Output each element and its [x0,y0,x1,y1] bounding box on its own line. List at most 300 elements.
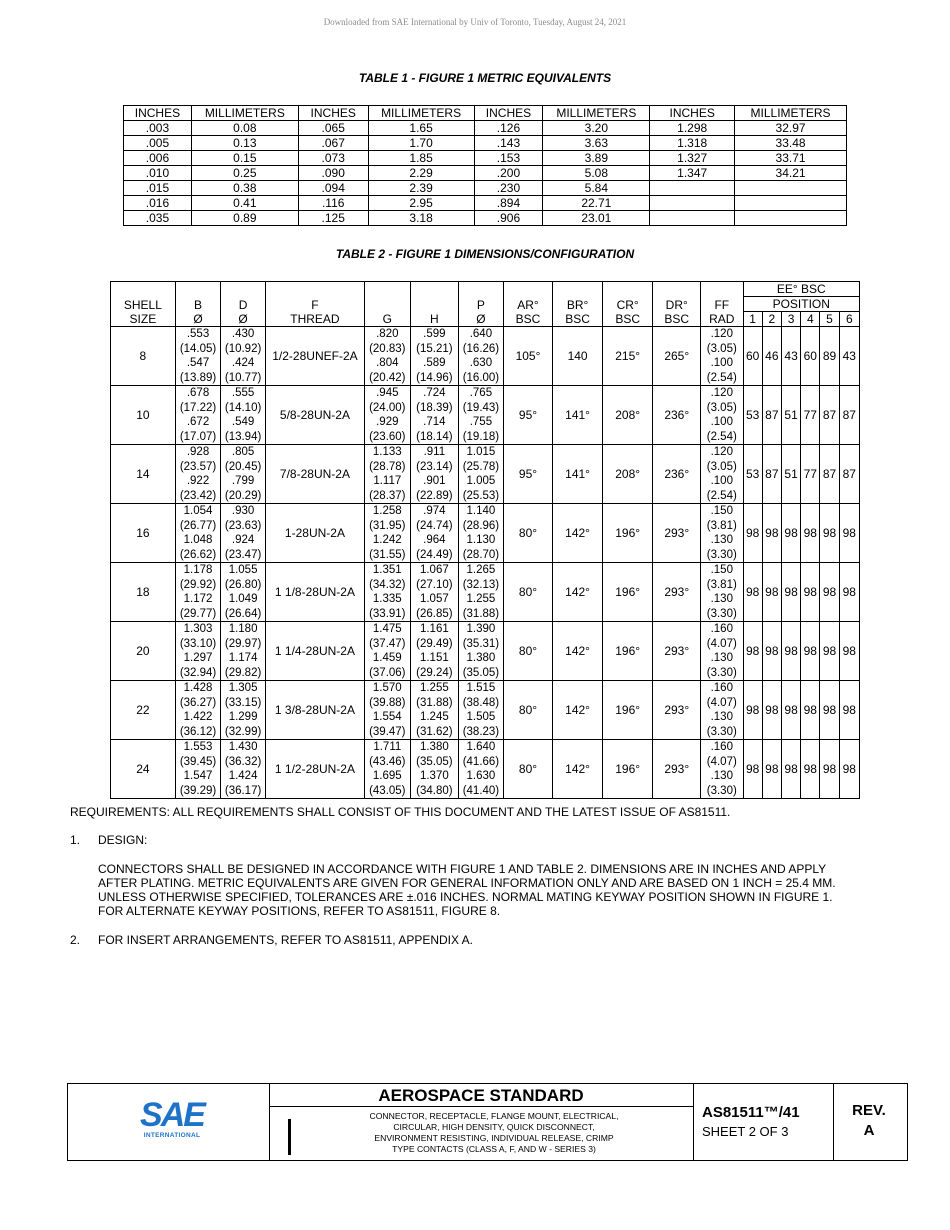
ff-value: .150 [710,564,733,576]
cr-bsc-cell: 196° [602,504,653,563]
h-value: (24.74) [416,519,453,532]
dr-bsc-cell: 293° [653,563,701,622]
h-cell [410,622,459,681]
design-line: UNLESS OTHERWISE SPECIFIED, TOLERANCES ARE ±.016 INCHES. NORMAL MATING KEYWAY POSITION SHOWN IN FIGURE 1. [98,890,833,904]
f-thread-cell: 1 1/2-28UN-2A [265,740,364,799]
table2-dimensions [110,281,860,799]
download-watermark: Downloaded from SAE International by Univ of Toronto, Tuesday, August 24, 2021 [323,17,627,27]
h-value: (27.10) [416,578,453,591]
ff-value: (4.07) [706,637,737,650]
g-value: 1.475 [372,623,402,635]
header-ar-bsc-line: AR° [517,298,539,312]
d-dia-cell [221,504,266,563]
p-value: 1.005 [466,475,496,487]
ar-bsc-cell: 105° [503,327,553,386]
d-value: 1.299 [228,711,258,723]
table1-cell [650,181,735,196]
table1-cell: 5.08 [543,166,650,181]
table1-cell [650,196,735,211]
ff-value: (3.30) [706,784,737,797]
design-line: FOR ALTERNATE KEYWAY POSITIONS, REFER TO AS81511, FIGURE 8. [98,904,501,918]
h-cell [410,563,459,622]
g-value: (37.47) [369,637,406,650]
ee-position-cell: 98 [801,504,820,563]
b-value: 1.172 [183,593,213,605]
header-d-dia-line: D [238,298,248,312]
g-value: (39.88) [369,696,406,709]
header-position-number: 4 [801,312,820,327]
d-value: .805 [231,446,255,458]
table1-header-cell: INCHES [650,106,735,121]
h-value: (26.85) [416,607,453,620]
d-value: 1.424 [228,770,258,782]
header-f-thread-line: F [311,298,319,312]
d-value: 1.049 [228,593,258,605]
table1-cell: 1.327 [650,151,735,166]
b-value: 1.303 [183,623,213,635]
f-thread-cell: 1/2-28UNEF-2A [265,327,364,386]
g-value: (34.32) [369,578,406,591]
g-cell [365,504,411,563]
ar-bsc-cell: 80° [503,622,553,681]
requirements-statement: REQUIREMENTS: ALL REQUIREMENTS SHALL CONSIST OF THIS DOCUMENT AND THE LATEST ISSUE OF AS81511. [70,805,731,819]
sheet-number: SHEET 2 OF 3 [702,1124,789,1139]
d-value: .430 [231,328,255,340]
g-cell [365,622,411,681]
header-p-dia-line: P [476,298,485,312]
p-cell [459,445,504,504]
table1-cell: .016 [124,196,192,211]
p-value: .755 [469,416,493,428]
b-value: 1.422 [183,711,213,723]
table1-cell: .116 [298,196,368,211]
h-cell [410,740,459,799]
table1-cell: 23.01 [543,211,650,226]
header-d-dia [221,282,266,327]
g-value: .820 [376,328,399,340]
d-value: .799 [231,475,255,487]
p-cell [459,681,504,740]
header-dr-bsc-line: BSC [664,312,690,326]
header-b-dia-line: Ø [193,312,203,326]
table2-caption: TABLE 2 - FIGURE 1 DIMENSIONS/CONFIGURATION [335,247,635,261]
f-thread-cell: 7/8-28UN-2A [265,445,364,504]
header-ee-bsc: EE° BSC [743,282,859,297]
ff-rad-cell [701,386,744,445]
header-h-line: H [430,312,439,326]
d-dia-cell [221,386,266,445]
g-value: 1.570 [372,682,402,694]
table1-cell [735,196,847,211]
d-value: (26.64) [224,607,262,620]
b-value: (32.94) [179,666,217,679]
p-cell [459,740,504,799]
table1-cell: 33.71 [735,151,847,166]
ff-value: (3.81) [706,578,737,591]
table1-cell: 0.38 [191,181,298,196]
shell-size-cell: 18 [111,563,176,622]
h-value: (31.88) [416,696,453,709]
table1-cell: 0.13 [191,136,298,151]
ff-value: .160 [710,741,733,753]
ee-position-cell: 98 [743,504,762,563]
table1-cell: .230 [474,181,543,196]
ff-rad-cell [701,327,744,386]
g-value: 1.258 [372,505,402,517]
g-value: (31.55) [369,548,406,561]
header-dr-bsc-line: DR° [665,298,688,312]
revision-value: A [863,1122,875,1139]
table2-row [111,445,860,504]
ee-position-cell: 98 [839,622,859,681]
ee-position-cell: 87 [762,386,781,445]
d-value: (20.45) [224,460,262,473]
header-ar-bsc-line: BSC [515,312,541,326]
h-value: (24.49) [416,548,453,561]
standard-title: AEROSPACE STANDARD [269,1084,693,1107]
ff-value: (2.54) [706,430,737,443]
table1-cell: 0.41 [191,196,298,211]
p-value: 1.265 [466,564,496,576]
table1-cell: 1.70 [368,136,474,151]
ee-position-cell: 43 [839,327,859,386]
table1-cell: 33.48 [735,136,847,151]
b-dia-cell [175,504,221,563]
title-block [67,1083,908,1161]
table1-row [124,166,847,181]
table1-cell [735,211,847,226]
p-value: (28.96) [462,519,500,532]
h-value: .974 [423,505,446,517]
br-bsc-cell: 142° [553,740,603,799]
ee-position-cell: 98 [762,622,781,681]
h-value: .964 [423,534,446,546]
ee-position-cell: 46 [762,327,781,386]
p-value: (32.13) [462,578,500,591]
p-value: .765 [469,387,493,399]
ff-value: (3.81) [706,519,737,532]
p-value: (41.66) [462,755,500,768]
shell-size-cell: 22 [111,681,176,740]
header-cr-bsc-line: CR° [616,298,639,312]
f-thread-cell: 1-28UN-2A [265,504,364,563]
p-value: 1.015 [466,446,496,458]
table1-header-cell: INCHES [298,106,368,121]
g-value: (31.95) [369,519,406,532]
description-line: CONNECTOR, RECEPTACLE, FLANGE MOUNT, ELECTRICAL, [369,1111,619,1121]
document-number-cell [694,1084,834,1160]
b-value: (23.42) [179,489,217,502]
b-value: 1.048 [183,534,213,546]
ee-position-cell: 98 [781,504,800,563]
table1-cell: 1.347 [650,166,735,181]
d-value: 1.055 [228,564,258,576]
sae-logo-subtext: INTERNATIONAL [143,1132,201,1139]
header-br-bsc-line: BSC [565,312,590,326]
cr-bsc-cell: 196° [602,563,653,622]
dr-bsc-cell: 236° [653,445,701,504]
ff-rad-cell [701,445,744,504]
g-value: 1.695 [372,770,402,782]
h-value: (31.62) [416,725,453,738]
b-value: .678 [186,387,210,399]
table2-row [111,504,860,563]
g-value: 1.711 [373,741,402,753]
b-value: .553 [186,328,210,340]
h-value: (29.24) [416,666,453,679]
b-value: .672 [186,416,210,428]
ee-position-cell: 98 [762,563,781,622]
header-p-dia-line: Ø [476,312,486,326]
ee-position-cell: 98 [839,740,859,799]
header-d-dia-line: Ø [238,312,248,326]
table1-header-cell: MILLIMETERS [191,106,298,121]
header-shell-size-line: SHELL [123,298,162,312]
table1-cell: 3.18 [368,211,474,226]
h-value: .589 [423,357,446,369]
description-line: ENVIRONMENT RESISTING, INDIVIDUAL RELEASE, CRIMP [374,1133,614,1143]
b-value: (23.57) [179,460,217,473]
p-value: (41.40) [462,784,500,797]
br-bsc-cell: 142° [553,681,603,740]
table1-cell: 1.65 [368,121,474,136]
g-value: 1.242 [372,534,402,546]
b-value: .547 [186,357,210,369]
table1-cell [650,211,735,226]
p-value: (38.48) [462,696,500,709]
p-cell [459,622,504,681]
table1-cell [735,181,847,196]
ff-value: .120 [710,387,733,399]
cr-bsc-cell: 196° [602,622,653,681]
h-value: .901 [423,475,446,487]
d-dia-cell [221,445,266,504]
ee-position-cell: 98 [781,681,800,740]
d-value: 1.430 [228,741,258,753]
shell-size-cell: 16 [111,504,176,563]
inserts-number: 2. [70,933,81,947]
table1-cell: .153 [474,151,543,166]
g-value: 1.351 [372,564,402,576]
g-value: 1.335 [372,593,402,605]
d-value: (23.63) [224,519,262,532]
g-value: 1.459 [372,652,402,664]
g-value: .804 [376,357,399,369]
ee-position-cell: 98 [743,740,762,799]
h-value: (35.05) [416,755,453,768]
d-value: .924 [231,534,255,546]
br-bsc-cell: 142° [553,504,603,563]
d-value: (10.77) [224,371,262,384]
ff-value: .100 [710,475,733,487]
table1-cell: .906 [474,211,543,226]
d-dia-cell [221,327,266,386]
ee-position-cell: 98 [781,563,800,622]
p-value: (19.43) [462,401,500,414]
table1-cell: 0.08 [191,121,298,136]
table1-cell: .003 [124,121,192,136]
ar-bsc-cell: 80° [503,504,553,563]
ee-position-cell: 87 [820,386,839,445]
table1-cell: 3.63 [543,136,650,151]
br-bsc-cell: 140 [553,327,603,386]
ff-value: .130 [710,711,733,723]
ee-position-cell: 98 [820,622,839,681]
d-value: 1.174 [228,652,258,664]
d-value: (14.10) [224,401,262,414]
d-value: 1.305 [228,682,258,694]
ff-value: (4.07) [706,696,737,709]
d-dia-cell [221,681,266,740]
cr-bsc-cell: 196° [602,681,653,740]
ee-position-cell: 98 [781,622,800,681]
ff-value: .120 [710,446,733,458]
h-value: 1.161 [419,623,449,635]
table1-row [124,196,847,211]
p-cell [459,386,504,445]
table1-metric-equivalents [123,105,847,226]
table1-header-row [124,106,847,121]
h-cell [410,681,459,740]
shell-size-cell: 24 [111,740,176,799]
h-cell [410,386,459,445]
g-cell [365,327,411,386]
h-value: 1.370 [419,770,449,782]
design-heading: DESIGN: [98,833,148,847]
g-value: .929 [376,416,399,428]
ee-position-cell: 53 [743,386,762,445]
h-cell [410,327,459,386]
h-value: .724 [423,387,446,399]
b-value: 1.297 [183,652,213,664]
g-value: .945 [376,387,399,399]
ff-value: (3.30) [706,607,737,620]
p-value: .640 [469,328,493,340]
header-ff-rad-line: RAD [709,312,735,326]
d-value: (10.92) [224,342,262,355]
ff-value: .130 [710,593,733,605]
ee-position-cell: 51 [781,386,800,445]
h-value: (15.21) [416,342,453,355]
ff-value: (2.54) [706,371,737,384]
table1-cell: .094 [298,181,368,196]
h-value: (14.96) [416,371,453,384]
table1-row [124,211,847,226]
h-cell [410,445,459,504]
br-bsc-cell: 141° [553,445,603,504]
b-value: (17.07) [179,430,217,443]
logo-cell [68,1084,270,1160]
cr-bsc-cell: 208° [602,386,653,445]
g-value: 1.117 [373,475,402,487]
cr-bsc-cell: 208° [602,445,653,504]
f-thread-cell: 1 1/4-28UN-2A [265,622,364,681]
b-dia-cell [175,386,221,445]
h-value: (18.14) [416,430,453,443]
p-cell [459,504,504,563]
cr-bsc-cell: 196° [602,740,653,799]
description-line: CIRCULAR, HIGH DENSITY, QUICK DISCONNECT, [393,1122,595,1132]
ff-value: .120 [710,328,733,340]
header-g [365,282,411,327]
ff-rad-cell [701,681,744,740]
revision-cell [834,1084,906,1160]
b-value: 1.054 [183,505,213,517]
g-cell [365,740,411,799]
table1-cell: .010 [124,166,192,181]
ee-position-cell: 98 [839,681,859,740]
table1-cell: 3.89 [543,151,650,166]
ff-value: (3.30) [706,725,737,738]
design-number: 1. [70,833,81,847]
header-ff-rad [701,282,744,327]
ee-position-cell: 98 [762,504,781,563]
d-value: .549 [231,416,255,428]
table1-caption: TABLE 1 - FIGURE 1 METRIC EQUIVALENTS [358,71,612,85]
ee-position-cell: 98 [762,740,781,799]
b-value: (29.77) [179,607,217,620]
h-value: 1.057 [419,593,449,605]
ff-value: (2.54) [706,489,737,502]
p-value: 1.390 [466,623,496,635]
ff-value: .160 [710,682,733,694]
shell-size-cell: 10 [111,386,176,445]
header-cr-bsc [602,282,653,327]
dr-bsc-cell: 293° [653,740,701,799]
b-value: (14.05) [179,342,217,355]
ee-position-cell: 77 [801,445,820,504]
table1-cell: .065 [298,121,368,136]
standard-description [299,1111,689,1155]
header-shell-size [111,282,176,327]
dr-bsc-cell: 265° [653,327,701,386]
g-value: (43.46) [369,755,406,768]
h-value: 1.245 [419,711,449,723]
table2-row [111,386,860,445]
p-value: (25.53) [462,489,500,502]
b-value: (36.27) [179,696,217,709]
f-thread-cell: 1 3/8-28UN-2A [265,681,364,740]
ee-position-cell: 98 [820,681,839,740]
g-value: (33.91) [369,607,406,620]
header-b-dia [175,282,221,327]
ee-position-cell: 98 [801,740,820,799]
g-value: 1.554 [372,711,402,723]
d-value: .555 [231,387,255,399]
design-paragraph [98,862,888,918]
header-position-number: 1 [743,312,762,327]
header-position-number: 5 [820,312,839,327]
table1-cell: .894 [474,196,543,211]
header-dr-bsc [653,282,701,327]
d-value: (29.82) [224,666,262,679]
ff-value: (4.07) [706,755,737,768]
p-value: 1.505 [466,711,496,723]
b-value: (26.77) [179,519,217,532]
p-cell [459,327,504,386]
ee-position-cell: 87 [762,445,781,504]
d-value: (32.99) [224,725,262,738]
h-value: 1.151 [419,652,449,664]
ff-rad-cell [701,504,744,563]
d-value: .424 [231,357,255,369]
ee-position-cell: 87 [839,445,859,504]
ff-rad-cell [701,740,744,799]
header-p-dia [459,282,504,327]
ee-position-cell: 87 [820,445,839,504]
p-value: (35.31) [462,637,500,650]
table1-cell: 32.97 [735,121,847,136]
